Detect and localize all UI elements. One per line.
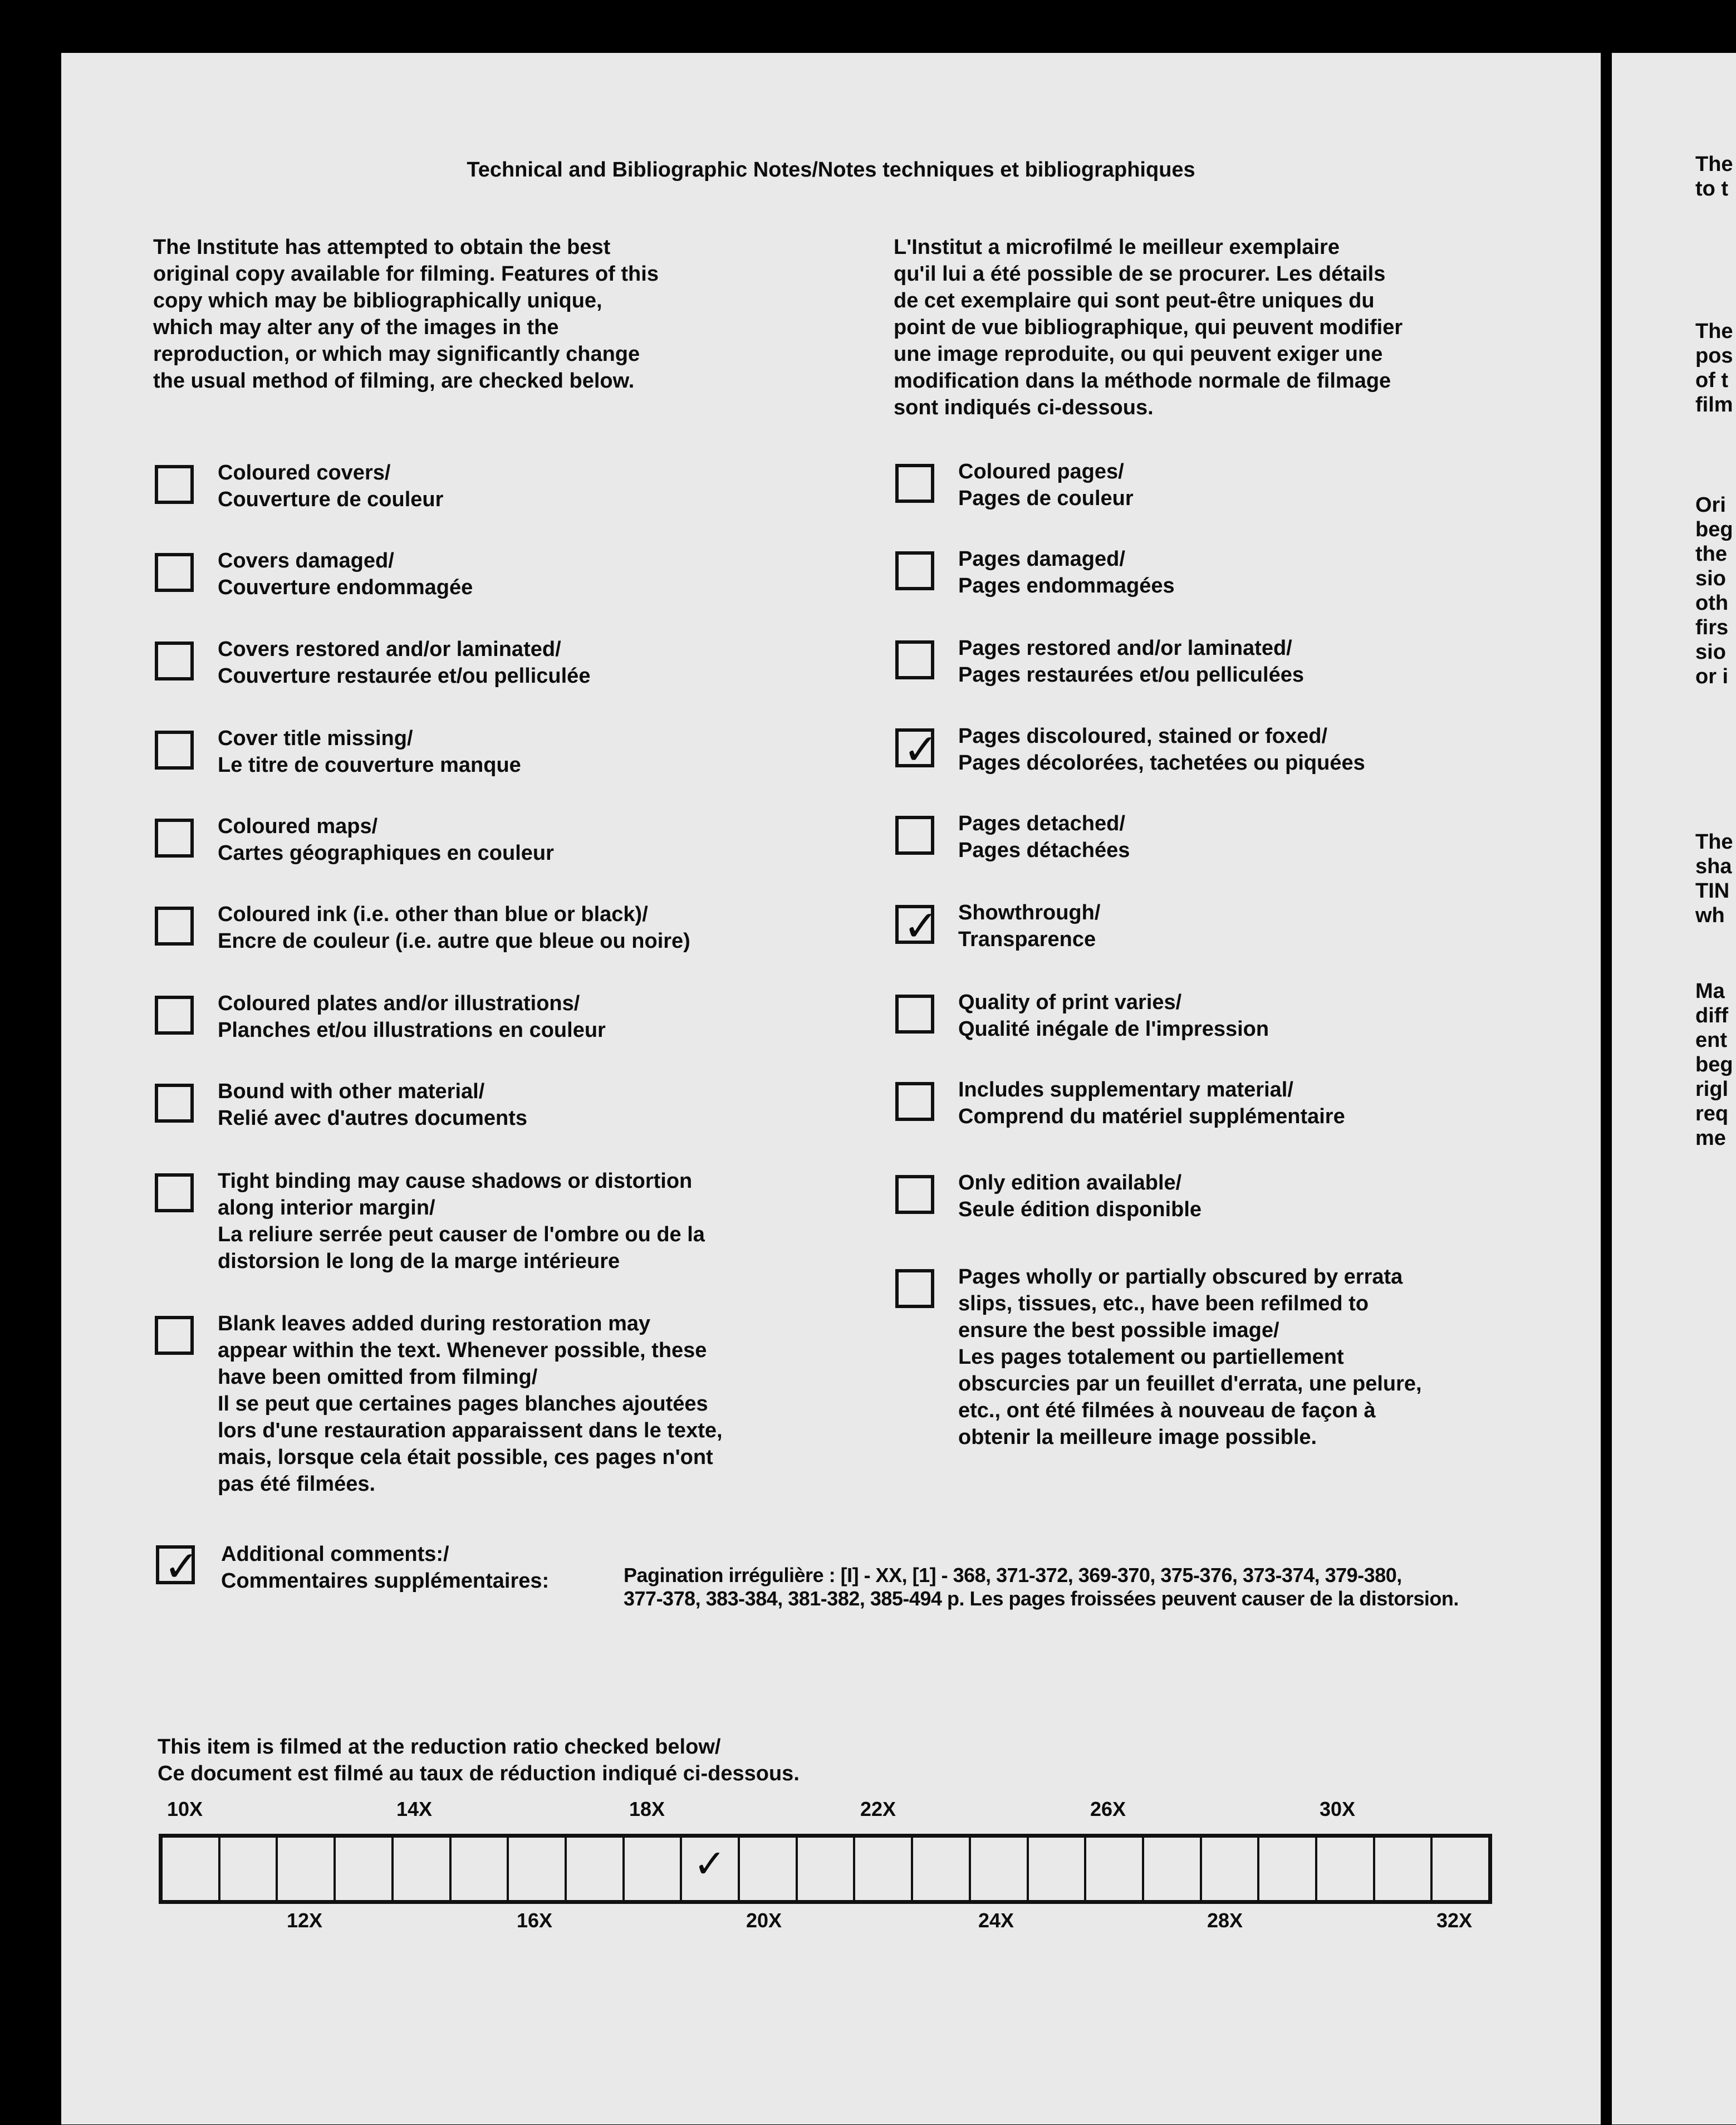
ratio-cell[interactable] (625, 1838, 683, 1900)
ratio-cell[interactable] (798, 1838, 856, 1900)
checkbox-label: Coloured plates and/or illustrations/ Planches et/ou illustrations en couleur (218, 992, 606, 1042)
checkbox[interactable] (155, 1084, 194, 1123)
reduction-ratio-grid (159, 1834, 1492, 1904)
ratio-label-bottom: 16X (517, 1909, 553, 1932)
checkbox[interactable] (895, 1269, 934, 1308)
comments-checkbox[interactable] (156, 1541, 199, 1591)
edge-text: Ori beg the sio oth firs sio or i (1695, 493, 1733, 688)
checkbox-label: Cover title missing/ Le titre de couverture manque (218, 727, 521, 777)
edge-text: The pos of t film (1695, 320, 1733, 417)
ratio-cell[interactable] (394, 1838, 452, 1900)
checkbox[interactable] (895, 640, 934, 679)
checkbox[interactable] (155, 1316, 194, 1355)
edge-text: The sha TIN wh (1695, 830, 1733, 927)
ratio-label-bottom: 12X (287, 1909, 323, 1932)
checkbox-label: Pages damaged/ Pages endommagées (958, 547, 1175, 598)
checkbox[interactable] (155, 553, 194, 592)
ratio-label-top: 26X (1090, 1798, 1126, 1820)
ratio-cell[interactable] (163, 1838, 220, 1900)
ratio-cell[interactable] (855, 1838, 913, 1900)
ratio-label-top: 10X (167, 1798, 203, 1820)
checkbox-label: Only edition available/ Seule édition disponible (958, 1171, 1202, 1221)
reduction-text: This item is filmed at the reduction ratio checked below/ Ce document est filmé au taux de réduction indiqué ci-dessous. (158, 1735, 800, 1785)
checkbox[interactable] (155, 1173, 194, 1212)
ratio-cell[interactable] (567, 1838, 625, 1900)
checkbox-label: Blank leaves added during restoration may appear within the text. Whenever possible, these have been omitted from filming/ Il se peut que certaines pages blanches ajoutées lors d'une restauration apparaissent dans le texte, mais, lorsque cela était possible, ces pages n'ont pas été filmées. (218, 1312, 723, 1496)
checkbox[interactable] (895, 816, 934, 855)
checkbox-label: Pages detached/ Pages détachées (958, 812, 1130, 862)
checkbox[interactable] (155, 996, 194, 1035)
adjacent-sheet (1612, 53, 1736, 2124)
ratio-cell[interactable] (1029, 1838, 1087, 1900)
ratio-cell[interactable] (1317, 1838, 1375, 1900)
checkbox-label: Coloured pages/ Pages de couleur (958, 460, 1134, 510)
ratio-label-bottom: 24X (978, 1909, 1014, 1932)
check-mark-icon: ✓ (903, 901, 939, 951)
checkbox-label: Covers restored and/or laminated/ Couverture restaurée et/ou pelliculée (218, 638, 591, 688)
checkbox[interactable] (895, 724, 939, 774)
comments-text: Pagination irrégulière : [I] - XX, [1] - 368, 371-372, 369-370, 375-376, 373-374, 379-380, 377-378, 383-384, 381-382, 385-494 p. Les pages froissées peuvent causer de la distorsion. (624, 1564, 1459, 1610)
checkbox-label: Coloured covers/ Couverture de couleur (218, 461, 444, 511)
check-mark-icon: ✓ (903, 724, 939, 774)
ratio-cell[interactable] (452, 1838, 509, 1900)
checkbox[interactable] (895, 995, 934, 1034)
ratio-cell[interactable] (1144, 1838, 1202, 1900)
intro-english: The Institute has attempted to obtain the best original copy available for filming. Features of this copy which may be bibliographically unique, which may alter any of the images in the reproduction, or which may significantly change the usual method of filming, are checked below. (153, 236, 659, 393)
checkbox-label: Showthrough/ Transparence (958, 901, 1101, 951)
intro-french: L'Institut a microfilmé le meilleur exemplaire qu'il lui a été possible de se procurer. Les détails de cet exemplaire qui sont peut-être uniques du point de vue bibliographique, qui peuvent modifier une image reproduite, ou qui peuvent exiger une modification dans la méthode normale de filmage sont indiqués ci-dessous. (894, 236, 1403, 419)
ratio-cell[interactable] (971, 1838, 1029, 1900)
checkbox-label: Tight binding may cause shadows or distortion along interior margin/ La reliure serrée peut causer de l'ombre ou de la distorsion le long de la marge intérieure (218, 1169, 705, 1273)
checkbox[interactable] (155, 907, 194, 946)
ratio-cell[interactable] (509, 1838, 567, 1900)
page-title: Technical and Bibliographic Notes/Notes techniques et bibliographiques (467, 158, 1195, 182)
checkbox-label: Pages discoloured, stained or foxed/ Pages décolorées, tachetées ou piquées (958, 724, 1365, 775)
checkbox-label: Bound with other material/ Relié avec d'autres documents (218, 1080, 528, 1130)
ratio-label-top: 14X (396, 1798, 433, 1820)
checkbox-label: Coloured maps/ Cartes géographiques en couleur (218, 815, 554, 865)
checkbox[interactable] (895, 901, 939, 951)
ratio-label-top: 22X (860, 1798, 896, 1820)
ratio-cell[interactable] (336, 1838, 394, 1900)
comments-label: Additional comments:/ Commentaires supplémentaires: (221, 1543, 550, 1593)
checkbox[interactable] (895, 464, 934, 503)
check-mark-icon: ✓ (693, 1841, 726, 1887)
ratio-cell[interactable] (1433, 1838, 1488, 1900)
checkbox[interactable] (895, 551, 934, 590)
ratio-label-bottom: 28X (1207, 1909, 1243, 1932)
checkbox-label: Covers damaged/ Couverture endommagée (218, 549, 473, 599)
edge-text: The to t (1695, 153, 1733, 200)
checkbox-label: Pages wholly or partially obscured by errata slips, tissues, etc., have been refilmed to ensure the best possible image/ Les pages totalement ou partiellement obscurcies par un feuillet d'errata, une pelure, etc., ont été filmées à nouveau de façon à obtenir la meilleure image possible. (958, 1265, 1422, 1449)
checkbox[interactable] (155, 819, 194, 858)
checkbox[interactable] (155, 731, 194, 770)
check-mark-icon: ✓ (164, 1541, 199, 1591)
ratio-cell[interactable] (1086, 1838, 1144, 1900)
checkbox[interactable] (895, 1175, 934, 1214)
checkbox[interactable] (155, 642, 194, 680)
ratio-cell[interactable] (1202, 1838, 1260, 1900)
ratio-cell[interactable] (913, 1838, 971, 1900)
checkbox[interactable] (895, 1082, 934, 1121)
ratio-cell[interactable] (740, 1838, 798, 1900)
ratio-label-bottom: 20X (746, 1909, 782, 1932)
ratio-cell[interactable] (220, 1838, 278, 1900)
edge-text: Ma diff ent beg rigl req me (1695, 980, 1733, 1150)
checkbox-label: Pages restored and/or laminated/ Pages restaurées et/ou pelliculées (958, 636, 1304, 687)
checkbox[interactable] (155, 465, 194, 504)
ratio-label-top: 30X (1320, 1798, 1356, 1820)
ratio-cell[interactable] (278, 1838, 336, 1900)
checkbox-label: Includes supplementary material/ Comprend du matériel supplémentaire (958, 1078, 1345, 1128)
checkbox-label: Quality of print varies/ Qualité inégale de l'impression (958, 991, 1269, 1041)
ratio-cell[interactable] (1375, 1838, 1433, 1900)
ratio-label-top: 18X (629, 1798, 665, 1820)
ratio-cell[interactable] (1259, 1838, 1317, 1900)
checkbox-label: Coloured ink (i.e. other than blue or black)/ Encre de couleur (i.e. autre que bleue ou noire) (218, 903, 690, 953)
ratio-cell[interactable] (682, 1838, 740, 1900)
ratio-label-bottom: 32X (1436, 1909, 1473, 1932)
